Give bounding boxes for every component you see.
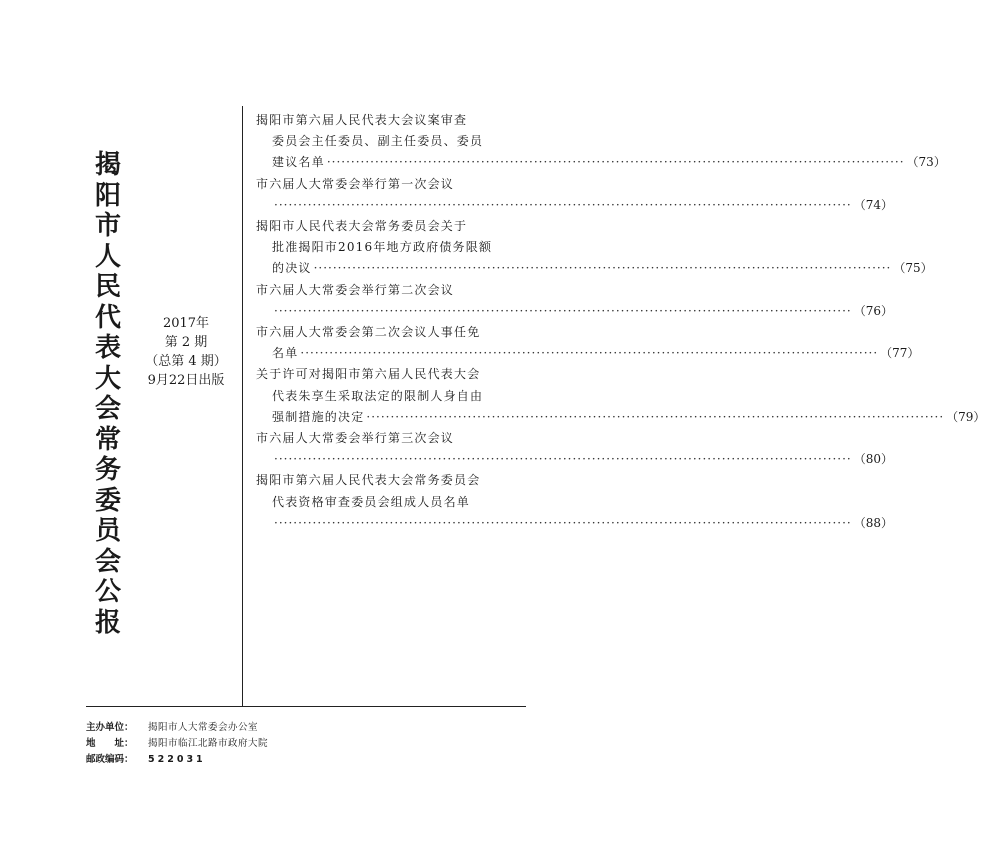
toc-line — [256, 216, 526, 237]
toc-line — [256, 386, 526, 407]
toc-item-text: 揭阳市第六届人民代表大会议案审查 — [256, 113, 468, 127]
issue-info — [134, 314, 238, 390]
toc-leader-dots: ························································································································ — [274, 452, 852, 467]
table-of-contents — [256, 110, 985, 534]
publisher-value: 揭阳市人大常委会办公室 — [148, 722, 259, 733]
toc-page-number: （74） — [853, 197, 894, 212]
toc-item-text: 的决议 — [272, 261, 312, 276]
vertical-divider — [242, 106, 243, 706]
toc-leader-dots: ························································································································ — [326, 155, 905, 170]
issue-number: 第 2 期 — [164, 335, 208, 350]
issue-year: 2017年 — [162, 316, 210, 331]
publisher-label: 主办单位： — [86, 722, 134, 733]
toc-page-number: （80） — [853, 452, 894, 467]
toc-line — [256, 449, 894, 470]
toc-item-text: 代表朱享生采取法定的限制人身自由 — [272, 388, 484, 403]
toc-line — [256, 407, 985, 428]
toc-line — [256, 195, 894, 216]
toc-line — [256, 322, 526, 343]
toc-item-text: 关于许可对揭阳市第六届人民代表大会 — [256, 367, 481, 382]
toc-line — [256, 174, 526, 195]
toc-line — [256, 428, 526, 449]
toc-item — [256, 428, 894, 470]
toc-line — [256, 258, 933, 279]
publisher-row — [86, 752, 526, 768]
toc-leader-dots: ························································································································ — [300, 346, 879, 361]
toc-item — [256, 470, 894, 534]
toc-page-number: （76） — [853, 303, 894, 318]
publisher-row — [86, 720, 526, 736]
publisher-label: 地 址： — [86, 738, 134, 749]
toc-line — [256, 513, 894, 534]
toc-item — [256, 110, 946, 174]
toc-page-number: （88） — [853, 515, 894, 530]
toc-line — [256, 110, 526, 131]
toc-line — [256, 364, 526, 385]
issue-date: 9月22日出版 — [147, 373, 225, 388]
toc-line — [256, 280, 526, 301]
publisher-row — [86, 736, 526, 752]
toc-line — [256, 301, 894, 322]
toc-leader-dots: ························································································································ — [274, 197, 852, 212]
toc-line — [256, 152, 946, 173]
toc-item-text: 市六届人大常委会第二次会议人事任免 — [256, 325, 481, 340]
toc-line — [256, 343, 920, 364]
toc-leader-dots: ························································································································ — [366, 409, 945, 424]
toc-page-number: （73） — [906, 155, 946, 170]
toc-item — [256, 174, 894, 216]
horizontal-divider — [86, 706, 526, 707]
toc-line — [256, 470, 526, 491]
toc-item-text: 名单 — [272, 346, 299, 361]
publisher-info — [86, 720, 526, 768]
toc-item-text: 建议名单 — [272, 155, 325, 170]
toc-line — [256, 492, 526, 513]
toc-item — [256, 322, 920, 364]
toc-leader-dots: ························································································································ — [274, 303, 852, 318]
toc-item-text: 市六届人大常委会举行第二次会议 — [256, 282, 455, 297]
toc-item-text: 代表资格审查委员会组成人员名单 — [272, 494, 471, 509]
bulletin-title: 揭阳市人民代表大会常务委员会公报 — [94, 150, 121, 638]
toc-line — [256, 131, 526, 152]
toc-item-text: 揭阳市人民代表大会常务委员会关于 — [256, 219, 468, 234]
toc-leader-dots: ························································································································ — [313, 261, 892, 276]
toc-item-text: 批准揭阳市2016年地方政府债务限额 — [272, 240, 493, 255]
publisher-value: 揭阳市临江北路市政府大院 — [148, 738, 269, 749]
toc-item-text: 强制措施的决定 — [272, 409, 365, 424]
toc-item-text: 揭阳市第六届人民代表大会常务委员会 — [256, 473, 481, 488]
toc-page-number: （79） — [946, 409, 985, 424]
toc-item-text: 市六届人大常委会举行第一次会议 — [256, 176, 455, 191]
publisher-value: 522031 — [148, 754, 206, 765]
toc-line — [256, 237, 526, 258]
toc-item-text: 市六届人大常委会举行第三次会议 — [256, 431, 455, 446]
toc-item — [256, 364, 985, 428]
toc-item — [256, 216, 933, 280]
toc-leader-dots: ························································································································ — [274, 515, 852, 530]
issue-total-number: （总第 4 期） — [145, 354, 227, 369]
toc-item-text: 委员会主任委员、副主任委员、委员 — [272, 134, 484, 149]
toc-page-number: （77） — [880, 346, 920, 361]
toc-page-number: （75） — [893, 261, 933, 276]
publisher-label: 邮政编码： — [86, 754, 134, 765]
toc-item — [256, 280, 894, 322]
